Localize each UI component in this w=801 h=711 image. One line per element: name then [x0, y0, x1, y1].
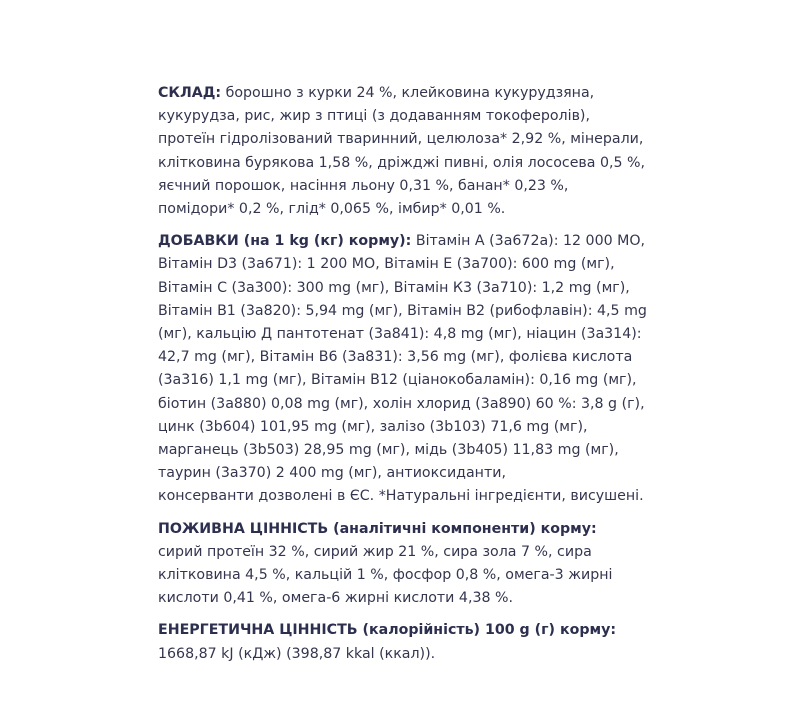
energy-section — [158, 619, 758, 665]
composition-line-3: протеїн гідролізований тваринний, целюлоза* 2,92 %, мінерали, — [158, 131, 644, 148]
additives-line-9: цинк (3b604) 101,95 mg (мг), залізо (3b103) 71,6 mg (мг), — [158, 418, 588, 435]
additives-line-6: 42,7 mg (мг), Вітамін В6 (3a831): 3,56 mg (мг), фолієва кислота — [158, 349, 633, 366]
nutrition-line-1: сирий протеїн 32 %, сирий жир 21 %, сира зола 7 %, сира — [158, 543, 592, 560]
additives-line-11: таурин (3a370) 2 400 mg (мг), антиоксиданти, — [158, 465, 506, 482]
composition-line-1 — [158, 82, 758, 105]
nutrition-line-3: кислоти 0,41 %, омега-6 жирні кислоти 4,38 %. — [158, 590, 514, 607]
additives-line-2: Вітамін D3 (3a671): 1 200 МО, Вітамін Е (3a700): 600 mg (мг), — [158, 256, 615, 273]
additives-line-12: консерванти дозволені в ЄС. *Натуральні інгредієнти, висушені. — [158, 488, 644, 505]
composition-heading: СКЛАД: — [158, 85, 222, 101]
additives-line-10: марганець (3b503) 28,95 mg (мг), мідь (3b405) 11,83 mg (мг), — [158, 442, 619, 459]
additives-line-5: (мг), кальцію Д пантотенат (3a841): 4,8 mg (мг), ніацин (3a314): — [158, 326, 642, 343]
additives-heading: ДОБАВКИ (на 1 kg (кг) корму): — [158, 233, 412, 250]
product-label-text — [158, 82, 758, 666]
composition-text: борошно з курки 24 %, клейковина кукурудзяна, — [221, 85, 595, 101]
composition-line-5: яєчний порошок, насіння льону 0,31 %, банан* 0,23 %, — [158, 177, 569, 194]
nutrition-heading: ПОЖИВНА ЦІННІСТЬ (аналітичні компоненти) корму: — [158, 520, 597, 537]
additives-line-3: Вітамін С (3а300): 300 mg (мг), Вітамін К3 (3a710): 1,2 mg (мг), — [158, 279, 630, 296]
composition-line-4: клітковина бурякова 1,58 %, дріжджі пивні, олія лососева 0,5 %, — [158, 154, 646, 171]
composition-line-2: кукурудза, рис, жир з птиці (з додаванням токоферолів), — [158, 108, 590, 125]
additives-line-8: біотин (3a880) 0,08 mg (мг), холін хлорид (3a890) 60 %: 3,8 g (г), — [158, 395, 645, 412]
additives-section — [158, 230, 758, 508]
energy-line-1: 1668,87 kJ (кДж) (398,87 kkal (ккал)). — [158, 645, 436, 662]
energy-heading: ЕНЕРГЕТИЧНА ЦІННІСТЬ (калорійність) 100 g (г) корму: — [158, 622, 617, 639]
nutrition-section — [158, 518, 758, 611]
composition-section — [158, 82, 758, 221]
nutrition-line-2: клітковина 4,5 %, кальцій 1 %, фосфор 0,8 %, омега-3 жирні — [158, 567, 613, 584]
additives-line-4: Вітамін В1 (3a820): 5,94 mg (мг), Вітамін В2 (рибофлавін): 4,5 mg — [158, 302, 647, 319]
additives-line-7: (3a316) 1,1 mg (мг), Вітамін В12 (ціанокобаламін): 0,16 mg (мг), — [158, 372, 637, 389]
additives-line-1 — [158, 230, 758, 253]
additives-text: Вітамін А (3a672a): 12 000 МО, — [411, 233, 646, 250]
composition-line-6: помідори* 0,2 %, глід* 0,065 %, імбир* 0,01 %. — [158, 201, 506, 218]
